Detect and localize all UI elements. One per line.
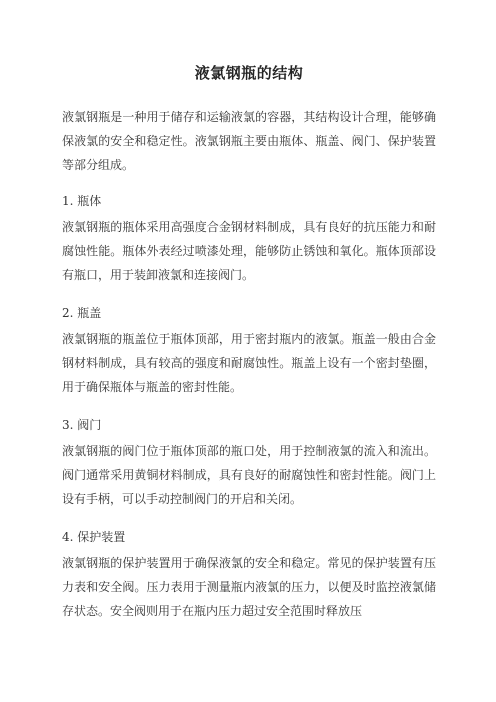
section-bottle-cap (62, 303, 436, 399)
section-heading: 2. 瓶盖 (62, 306, 102, 320)
section-paragraph: 液氯钢瓶的阀门位于瓶体顶部的瓶口处，用于控制液氯的流入和流出。阀门通常采用黄铜材料制成，具有良好的耐腐蚀性和密封性能。阀门上设有手柄，可以手动控制阀门的开启和关闭。 (62, 444, 436, 506)
section-protection-device (62, 527, 436, 623)
section-paragraph: 液氯钢瓶的瓶盖位于瓶体顶部，用于密封瓶内的液氯。瓶盖一般由合金钢材料制成，具有较高的强度和耐腐蚀性。瓶盖上设有一个密封垫圈，用于确保瓶体与瓶盖的密封性能。 (62, 332, 436, 394)
section-bottle-body (62, 191, 436, 287)
document-title: 液氯钢瓶的结构 (194, 64, 304, 82)
section-paragraph: 液氯钢瓶的保护装置用于确保液氯的安全和稳定。常见的保护装置有压力表和安全阀。压力表用于测量瓶内液氯的压力，以便及时监控液氯储存状态。安全阀则用于在瓶内压力超过安全范围时释放压 (62, 556, 436, 618)
section-heading: 3. 阀门 (62, 418, 102, 432)
section-valve (62, 415, 436, 511)
section-heading: 4. 保护装置 (62, 530, 126, 544)
section-heading: 1. 瓶体 (62, 194, 102, 208)
section-paragraph: 液氯钢瓶的瓶体采用高强度合金钢材料制成，具有良好的抗压能力和耐腐蚀性能。瓶体外表经过喷漆处理，能够防止锈蚀和氧化。瓶体顶部设有瓶口，用于装卸液氯和连接阀门。 (62, 220, 436, 282)
intro-paragraph: 液氯钢瓶是一种用于储存和运输液氯的容器，其结构设计合理，能够确保液氯的安全和稳定性。液氯钢瓶主要由瓶体、瓶盖、阀门、保护装置等部分组成。 (62, 110, 436, 172)
